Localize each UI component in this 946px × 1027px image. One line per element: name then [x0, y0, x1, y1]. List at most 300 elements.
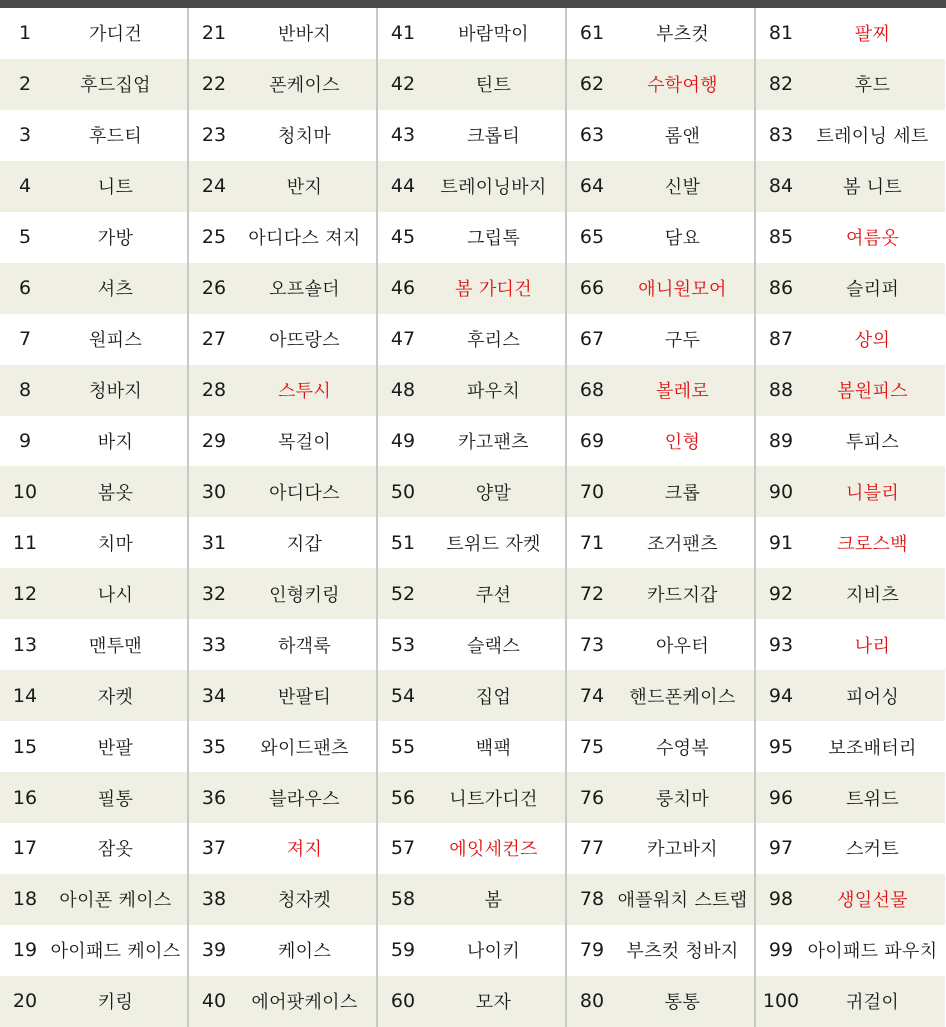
rank-number: 91	[768, 531, 794, 554]
search-term: 아이패드 케이스	[50, 941, 181, 963]
ranking-row	[0, 110, 187, 161]
ranking-column	[378, 8, 567, 1027]
search-term: 하객룩	[277, 635, 332, 657]
search-term: 집업	[475, 686, 512, 708]
ranking-row	[756, 721, 945, 772]
rank-number: 10	[12, 480, 38, 503]
ranking-row	[0, 976, 187, 1027]
search-term: 봄원피스	[837, 381, 908, 403]
rank-number: 76	[579, 786, 605, 809]
search-term: 크로스백	[837, 533, 908, 555]
ranking-row	[567, 874, 754, 925]
ranking-row	[567, 416, 754, 467]
rank-number: 55	[390, 735, 416, 758]
search-term: 청치마	[277, 126, 332, 148]
ranking-row	[189, 721, 376, 772]
search-term: 팔찌	[854, 24, 891, 46]
ranking-row	[189, 874, 376, 925]
rank-number: 12	[12, 582, 38, 605]
search-term: 쿠션	[475, 584, 512, 606]
ranking-row	[756, 314, 945, 365]
search-term: 트위드 자켓	[446, 533, 541, 555]
search-term: 통통	[664, 992, 701, 1014]
rank-number: 61	[579, 22, 605, 45]
rank-number: 96	[768, 786, 794, 809]
search-term: 져지	[286, 839, 323, 861]
search-term: 파우치	[466, 381, 521, 403]
ranking-row	[756, 212, 945, 263]
ranking-row	[756, 517, 945, 568]
ranking-row	[189, 772, 376, 823]
ranking-row	[567, 212, 754, 263]
ranking-row	[189, 568, 376, 619]
ranking-row	[0, 874, 187, 925]
ranking-row	[189, 212, 376, 263]
search-term: 치마	[97, 533, 134, 555]
ranking-row	[378, 110, 565, 161]
search-term: 카드지갑	[647, 584, 718, 606]
rank-number: 64	[579, 175, 605, 198]
rank-number: 54	[390, 684, 416, 707]
rank-number: 16	[12, 786, 38, 809]
rank-number: 50	[390, 480, 416, 503]
search-term: 니블리	[845, 482, 900, 504]
rank-number: 19	[12, 939, 38, 962]
ranking-row	[0, 619, 187, 670]
ranking-row	[189, 59, 376, 110]
ranking-row	[567, 619, 754, 670]
ranking-row	[378, 925, 565, 976]
ranking-row	[756, 59, 945, 110]
ranking-row	[378, 466, 565, 517]
rank-number: 30	[201, 480, 227, 503]
ranking-row	[378, 314, 565, 365]
ranking-row	[756, 670, 945, 721]
rank-number: 13	[12, 633, 38, 656]
search-term: 바람막이	[458, 24, 529, 46]
search-term: 애플워치 스트랩	[617, 890, 748, 912]
search-term: 피어싱	[845, 686, 900, 708]
ranking-row	[567, 976, 754, 1027]
ranking-row	[567, 8, 754, 59]
rank-number: 63	[579, 124, 605, 147]
rank-number: 36	[201, 786, 227, 809]
rank-number: 62	[579, 73, 605, 96]
search-term: 폰케이스	[269, 75, 340, 97]
search-term: 카고바지	[647, 839, 718, 861]
ranking-row	[756, 874, 945, 925]
rank-number: 53	[390, 633, 416, 656]
ranking-row	[0, 568, 187, 619]
rank-number: 99	[768, 939, 794, 962]
rank-number: 48	[390, 379, 416, 402]
ranking-row	[756, 263, 945, 314]
ranking-row	[189, 466, 376, 517]
rank-number: 51	[390, 531, 416, 554]
ranking-row	[756, 161, 945, 212]
search-term: 그립톡	[466, 228, 521, 250]
ranking-row	[0, 925, 187, 976]
rank-number: 22	[201, 73, 227, 96]
rank-number: 25	[201, 226, 227, 249]
search-term: 구두	[664, 330, 701, 352]
search-term: 크롭	[664, 482, 701, 504]
search-term: 지갑	[286, 533, 323, 555]
rank-number: 11	[12, 531, 38, 554]
search-term: 백팩	[475, 737, 512, 759]
search-term: 가방	[97, 228, 134, 250]
rank-number: 79	[579, 939, 605, 962]
ranking-row	[567, 365, 754, 416]
rank-number: 35	[201, 735, 227, 758]
ranking-row	[378, 823, 565, 874]
ranking-row	[378, 619, 565, 670]
search-term: 아이패드 파우치	[807, 941, 938, 963]
ranking-row	[0, 161, 187, 212]
rank-number: 100	[762, 990, 800, 1013]
search-term: 후드티	[88, 126, 143, 148]
ranking-row	[756, 823, 945, 874]
search-term: 트레이닝바지	[440, 177, 547, 199]
search-term: 카고팬츠	[458, 431, 529, 453]
ranking-row	[189, 823, 376, 874]
rank-number: 37	[201, 837, 227, 860]
search-term: 셔츠	[97, 279, 134, 301]
rank-number: 73	[579, 633, 605, 656]
search-term: 롬앤	[664, 126, 701, 148]
search-term: 수영복	[655, 737, 710, 759]
ranking-row	[189, 670, 376, 721]
search-term: 조거팬츠	[647, 533, 718, 555]
ranking-row	[756, 416, 945, 467]
search-term: 아뜨랑스	[269, 330, 340, 352]
rank-number: 98	[768, 888, 794, 911]
ranking-row	[567, 568, 754, 619]
ranking-row	[189, 263, 376, 314]
ranking-table	[0, 8, 946, 1027]
ranking-row	[189, 619, 376, 670]
rank-number: 5	[18, 226, 32, 249]
ranking-row	[189, 161, 376, 212]
rank-number: 74	[579, 684, 605, 707]
ranking-row	[0, 8, 187, 59]
rank-number: 18	[12, 888, 38, 911]
search-term: 원피스	[88, 330, 143, 352]
search-term: 지비츠	[845, 584, 900, 606]
ranking-column	[756, 8, 945, 1027]
rank-number: 67	[579, 328, 605, 351]
search-term: 핸드폰케이스	[629, 686, 736, 708]
search-term: 후드	[854, 75, 891, 97]
rank-number: 78	[579, 888, 605, 911]
rank-number: 85	[768, 226, 794, 249]
search-term: 트레이닝 세트	[816, 126, 929, 148]
search-term: 후리스	[466, 330, 521, 352]
rank-number: 90	[768, 480, 794, 503]
search-term: 나시	[97, 584, 134, 606]
rank-number: 7	[18, 328, 32, 351]
ranking-row	[378, 161, 565, 212]
rank-number: 31	[201, 531, 227, 554]
search-term: 청바지	[88, 381, 143, 403]
rank-number: 94	[768, 684, 794, 707]
ranking-row	[0, 823, 187, 874]
ranking-column	[0, 8, 189, 1027]
ranking-row	[567, 772, 754, 823]
search-term: 케이스	[277, 941, 332, 963]
rank-number: 28	[201, 379, 227, 402]
search-term: 아디다스	[269, 482, 340, 504]
search-term: 봄 가디건	[455, 279, 532, 301]
ranking-row	[378, 670, 565, 721]
rank-number: 9	[18, 429, 32, 452]
search-term: 반팔티	[277, 686, 332, 708]
rank-number: 83	[768, 124, 794, 147]
rank-number: 47	[390, 328, 416, 351]
search-term: 틴트	[475, 75, 512, 97]
search-term: 슬리퍼	[845, 279, 900, 301]
search-term: 애니원모어	[638, 279, 727, 301]
search-term: 부츠컷	[655, 24, 710, 46]
rank-number: 80	[579, 990, 605, 1013]
ranking-row	[0, 517, 187, 568]
search-term: 룽치마	[655, 788, 710, 810]
rank-number: 58	[390, 888, 416, 911]
search-term: 나리	[854, 635, 891, 657]
search-term: 양말	[475, 482, 512, 504]
ranking-row	[567, 670, 754, 721]
search-term: 봄 니트	[842, 177, 903, 199]
rank-number: 17	[12, 837, 38, 860]
search-term: 키링	[97, 992, 134, 1014]
ranking-column	[189, 8, 378, 1027]
ranking-row	[0, 721, 187, 772]
search-term: 인형키링	[269, 584, 340, 606]
ranking-row	[189, 416, 376, 467]
ranking-row	[567, 517, 754, 568]
rank-number: 43	[390, 124, 416, 147]
ranking-row	[0, 365, 187, 416]
search-term: 스커트	[845, 839, 900, 861]
rank-number: 33	[201, 633, 227, 656]
ranking-row	[756, 772, 945, 823]
rank-number: 21	[201, 22, 227, 45]
ranking-row	[0, 416, 187, 467]
search-term: 볼레로	[655, 381, 710, 403]
ranking-row	[189, 925, 376, 976]
rank-number: 32	[201, 582, 227, 605]
rank-number: 52	[390, 582, 416, 605]
ranking-row	[756, 8, 945, 59]
ranking-row	[189, 314, 376, 365]
rank-number: 70	[579, 480, 605, 503]
rank-number: 8	[18, 379, 32, 402]
ranking-row	[567, 925, 754, 976]
search-term: 스투시	[277, 381, 332, 403]
ranking-row	[378, 517, 565, 568]
search-term: 에잇세컨즈	[449, 839, 538, 861]
search-term: 아우터	[655, 635, 710, 657]
ranking-row	[0, 772, 187, 823]
search-term: 인형	[664, 431, 701, 453]
search-term: 반팔	[97, 737, 134, 759]
ranking-row	[567, 161, 754, 212]
search-term: 아디다스 져지	[248, 228, 361, 250]
rank-number: 20	[12, 990, 38, 1013]
rank-number: 65	[579, 226, 605, 249]
ranking-row	[189, 8, 376, 59]
top-bar	[0, 0, 946, 8]
search-term: 귀걸이	[845, 992, 900, 1014]
rank-number: 29	[201, 429, 227, 452]
ranking-row	[756, 568, 945, 619]
ranking-row	[378, 721, 565, 772]
search-term: 신발	[664, 177, 701, 199]
rank-number: 56	[390, 786, 416, 809]
rank-number: 60	[390, 990, 416, 1013]
ranking-row	[378, 568, 565, 619]
ranking-row	[756, 619, 945, 670]
search-term: 목걸이	[277, 431, 332, 453]
search-term: 부츠컷 청바지	[626, 941, 739, 963]
search-term: 니트가디건	[449, 788, 538, 810]
rank-number: 71	[579, 531, 605, 554]
search-term: 나이키	[466, 941, 521, 963]
rank-number: 26	[201, 277, 227, 300]
rank-number: 1	[18, 22, 32, 45]
rank-number: 77	[579, 837, 605, 860]
ranking-row	[0, 212, 187, 263]
search-term: 필통	[97, 788, 134, 810]
rank-number: 23	[201, 124, 227, 147]
rank-number: 34	[201, 684, 227, 707]
rank-number: 93	[768, 633, 794, 656]
search-term: 여름옷	[845, 228, 900, 250]
ranking-row	[378, 59, 565, 110]
rank-number: 66	[579, 277, 605, 300]
search-term: 맨투맨	[88, 635, 143, 657]
ranking-row	[189, 365, 376, 416]
rank-number: 41	[390, 22, 416, 45]
search-term: 슬랙스	[466, 635, 521, 657]
ranking-row	[756, 365, 945, 416]
rank-number: 57	[390, 837, 416, 860]
search-term: 생일선물	[837, 890, 908, 912]
search-term: 트위드	[845, 788, 900, 810]
rank-number: 86	[768, 277, 794, 300]
rank-number: 72	[579, 582, 605, 605]
ranking-row	[567, 721, 754, 772]
ranking-row	[378, 263, 565, 314]
rank-number: 39	[201, 939, 227, 962]
ranking-row	[0, 466, 187, 517]
search-term: 봄	[484, 890, 503, 912]
search-term: 아이폰 케이스	[59, 890, 172, 912]
rank-number: 69	[579, 429, 605, 452]
ranking-row	[0, 59, 187, 110]
rank-number: 97	[768, 837, 794, 860]
ranking-row	[378, 772, 565, 823]
ranking-row	[189, 110, 376, 161]
search-term: 에어팟케이스	[251, 992, 358, 1014]
rank-number: 95	[768, 735, 794, 758]
rank-number: 15	[12, 735, 38, 758]
search-term: 크롭티	[466, 126, 521, 148]
ranking-row	[0, 670, 187, 721]
ranking-row	[567, 466, 754, 517]
rank-number: 82	[768, 73, 794, 96]
search-term: 잠옷	[97, 839, 134, 861]
ranking-row	[756, 466, 945, 517]
search-term: 반바지	[277, 24, 332, 46]
ranking-row	[189, 976, 376, 1027]
search-term: 가디건	[88, 24, 143, 46]
search-term: 자켓	[97, 686, 134, 708]
search-term: 투피스	[845, 431, 900, 453]
ranking-row	[378, 976, 565, 1027]
search-term: 와이드팬츠	[260, 737, 349, 759]
rank-number: 44	[390, 175, 416, 198]
search-term: 후드집업	[80, 75, 151, 97]
rank-number: 14	[12, 684, 38, 707]
rank-number: 59	[390, 939, 416, 962]
ranking-row	[756, 976, 945, 1027]
ranking-row	[567, 823, 754, 874]
rank-number: 6	[18, 277, 32, 300]
ranking-row	[567, 110, 754, 161]
search-term: 바지	[97, 431, 134, 453]
ranking-row	[567, 263, 754, 314]
ranking-row	[378, 8, 565, 59]
rank-number: 45	[390, 226, 416, 249]
rank-number: 3	[18, 124, 32, 147]
rank-number: 89	[768, 429, 794, 452]
rank-number: 24	[201, 175, 227, 198]
ranking-row	[0, 314, 187, 365]
search-term: 상의	[854, 330, 891, 352]
ranking-row	[378, 212, 565, 263]
search-term: 담요	[664, 228, 701, 250]
rank-number: 49	[390, 429, 416, 452]
rank-number: 92	[768, 582, 794, 605]
search-term: 보조배터리	[828, 737, 917, 759]
rank-number: 75	[579, 735, 605, 758]
ranking-row	[0, 263, 187, 314]
rank-number: 42	[390, 73, 416, 96]
rank-number: 4	[18, 175, 32, 198]
rank-number: 46	[390, 277, 416, 300]
rank-number: 38	[201, 888, 227, 911]
rank-number: 27	[201, 328, 227, 351]
rank-number: 84	[768, 175, 794, 198]
search-term: 봄옷	[97, 482, 134, 504]
rank-number: 68	[579, 379, 605, 402]
ranking-row	[756, 925, 945, 976]
ranking-row	[189, 517, 376, 568]
search-term: 반지	[286, 177, 323, 199]
ranking-column	[567, 8, 756, 1027]
ranking-row	[567, 314, 754, 365]
ranking-row	[378, 416, 565, 467]
ranking-row	[378, 365, 565, 416]
ranking-row	[756, 110, 945, 161]
search-term: 수학여행	[647, 75, 718, 97]
rank-number: 81	[768, 22, 794, 45]
search-term: 오프숄더	[269, 279, 340, 301]
search-term: 니트	[97, 177, 134, 199]
search-term: 모자	[475, 992, 512, 1014]
search-term: 청자켓	[277, 890, 332, 912]
